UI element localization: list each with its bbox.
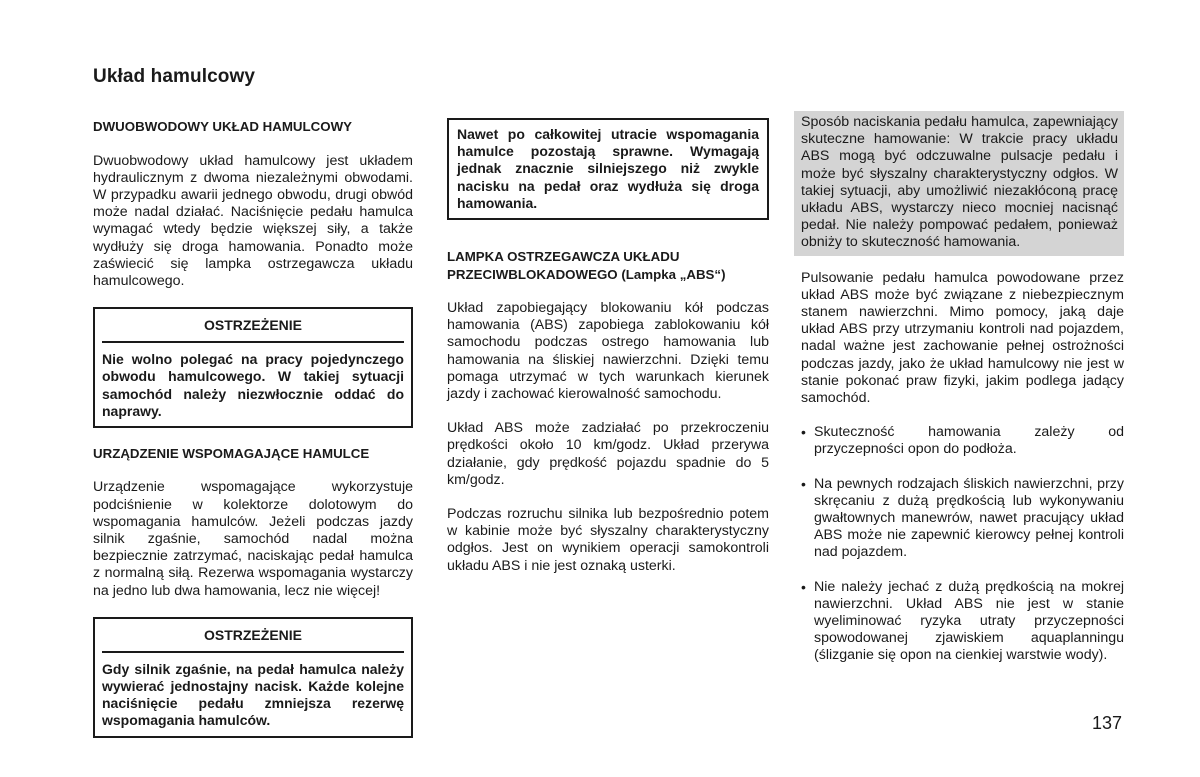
- section-heading-brake-booster: URZĄDZENIE WSPOMAGAJĄCE HAMULCE: [93, 445, 370, 461]
- paragraph-abs-self-check: Podczas rozruchu silnika lub bezpośrednio potem w kabinie może być słyszalny charakterystyczny odgłos. Jest on wynikiem operacji samokontroli układu ABS i nie jest oznaką usterki.: [447, 506, 769, 574]
- warning-text: Gdy silnik zgaśnie, na pedał hamulca należy wywierać jednostajny nacisk. Każde kolejne naciśnięcie pedału zmniejsza rezerwę wspomagania hamulców.: [102, 660, 404, 729]
- warning-box-engine-stall: [93, 617, 413, 738]
- bullet-icon: •: [801, 578, 806, 595]
- shaded-note-pedal-technique: Sposób naciskania pedału hamulca, zapewniający skuteczne hamowanie: W trakcie pracy układu ABS mogą być odczuwalne pulsacje pedału i może być słyszalny charakterystyczny odgłos. W takiej sytuacji, aby umożliwić niezakłóconą pracę układu ABS, wystarczy nieco mocniej nacisnąć pedał. Nie należy pompować pedałem, ponieważ obniży to skuteczność hamowania.: [794, 111, 1124, 256]
- paragraph-brake-booster: Urządzenie wspomagające wykorzystuje podciśnienie w kolektorze dolotowym do wspomagania hamulców. Jeżeli podczas jazdy silnik zgaśnie, samochód nadal można bezpiecznie zatrzymać, naciskając pedał hamulca z normalną siłą. Rezerwa wspomagania wystarczy na jedno lub dwa hamowania, lecz nie więcej!: [93, 479, 413, 599]
- notice-box-booster-loss: Nawet po całkowitej utracie wspomagania hamulce pozostają sprawne. Wymagają jednak znacznie silniejszego niż zwykle nacisku na pedał oraz wydłuża się droga hamowania.: [447, 118, 769, 220]
- bullet-icon: •: [801, 475, 806, 492]
- list-item: [801, 424, 1124, 458]
- warning-title: OSTRZEŻENIE: [102, 315, 404, 343]
- list-item: [801, 579, 1124, 665]
- list-item-text: Na pewnych rodzajach śliskich nawierzchni, przy skręcaniu z dużą prędkością lub wykonywaniu gwałtownych manewrów, nawet pracujący układ ABS może nie zapewnić kierowcy pełnej kontroli nad pojazdem.: [814, 475, 1124, 561]
- paragraph-abs-speed: Układ ABS może zadziałać po przekroczeniu prędkości około 10 km/godz. Układ przerywa działanie, gdy prędkość pojazdu spadnie do 5 km/godz.: [447, 420, 769, 488]
- column-left: [93, 118, 413, 755]
- page-number: 137: [1092, 713, 1123, 733]
- paragraph-pedal-pulsation: Pulsowanie pedału hamulca powodowane przez układ ABS może być związane z niebezpiecznym stanem nawierzchni. Mimo pomocy, jaką daje układ ABS przy utrzymaniu kontroli nad pojazdem, nadal ważne jest zachowanie pełnej ostrożności podczas jazdy, jako że układ hamulcowy nie jest w stanie pokonać praw fizyki, jakim podlega jadący samochód.: [801, 269, 1124, 407]
- list-item-text: Nie należy jechać z dużą prędkością na mokrej nawierzchni. Układ ABS nie jest w stanie wyeliminować ryzyka utraty przyczepności spowodowanej zjawiskiem aquaplanningu (ślizganie się opon na cienkiej warstwie wody).: [814, 578, 1124, 664]
- column-middle: [447, 118, 769, 592]
- section-heading-abs-lamp: LAMPKA OSTRZEGAWCZA UKŁADU PRZECIWBLOKADOWEGO (Lampka „ABS“): [447, 249, 726, 282]
- list-item: [801, 476, 1124, 562]
- paragraph-dual-circuit: Dwuobwodowy układ hamulcowy jest układem hydraulicznym z dwoma niezależnymi obwodami. W przypadku awarii jednego obwodu, drugi obwód może nadal działać. Naciśnięcie pedału hamulca wymagać wtedy będzie większej siły, a także wydłuży się droga hamowania. Ponadto może zaświecić się lampka ostrzegawcza układu hamulcowego.: [93, 152, 413, 289]
- warning-title: OSTRZEŻENIE: [102, 625, 404, 653]
- page-title: Układ hamulcowy: [93, 66, 255, 87]
- warning-box-single-circuit: [93, 307, 413, 428]
- warning-text: Nie wolno polegać na pracy pojedynczego obwodu hamulcowego. W takiej sytuacji samochód należy niezwłocznie oddać do naprawy.: [102, 351, 404, 419]
- paragraph-abs-purpose: Układ zapobiegający blokowaniu kół podczas hamowania (ABS) zapobiega zablokowaniu kół samochodu podczas ostrego hamowania lub hamowania na śliskiej nawierzchni. Dzięki temu pomaga utrzymać w tych warunkach kierunek jazdy i zachować kierowalność samochodu.: [447, 300, 769, 403]
- bullet-icon: •: [801, 424, 806, 441]
- section-heading-dual-circuit: DWUOBWODOWY UKŁAD HAMULCOWY: [93, 119, 353, 134]
- column-right: [801, 114, 1124, 682]
- list-item-text: Skuteczność hamowania zależy od przyczepności opon do podłoża.: [814, 424, 1124, 458]
- bullet-list: [801, 424, 1124, 664]
